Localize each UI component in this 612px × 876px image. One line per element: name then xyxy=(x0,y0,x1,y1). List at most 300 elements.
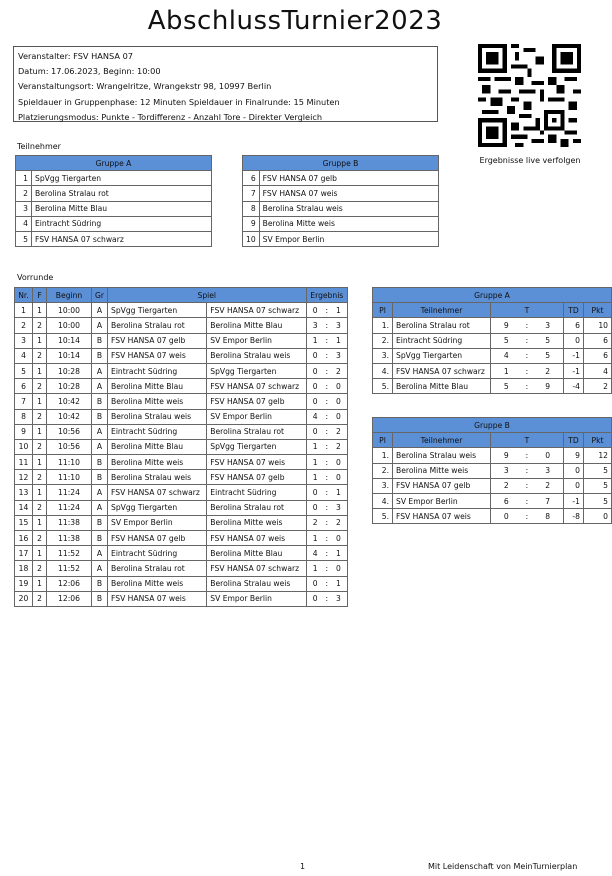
match-number: 14 xyxy=(15,500,33,515)
result-separator: : xyxy=(324,348,330,363)
col-field: F xyxy=(33,288,47,303)
goals-separator: : xyxy=(522,318,533,333)
match-number: 9 xyxy=(15,424,33,439)
match-field: 1 xyxy=(33,515,47,530)
participants-label: Teilnehmer xyxy=(17,142,61,151)
match-field: 2 xyxy=(33,348,47,363)
match-home-team: Berolina Stralau weis xyxy=(108,470,207,485)
col-place: Pl xyxy=(373,303,393,318)
match-away-goals: 2 xyxy=(330,439,348,454)
standings-row xyxy=(373,379,612,394)
match-away-goals: 2 xyxy=(330,515,348,530)
match-home-team: FSV HANSA 07 weis xyxy=(108,591,207,606)
match-start-time: 11:38 xyxy=(47,531,92,546)
match-number: 1 xyxy=(15,303,33,318)
participant-row xyxy=(243,201,439,216)
match-away-team: SpVgg Tiergarten xyxy=(207,363,306,378)
goals-separator: : xyxy=(522,493,533,508)
col-team: Teilnehmer xyxy=(393,303,491,318)
match-home-goals: 1 xyxy=(306,531,324,546)
standings-goals-against: 3 xyxy=(532,318,563,333)
participant-row xyxy=(16,201,212,216)
standings-place: 1. xyxy=(373,448,393,463)
match-group: A xyxy=(92,379,108,394)
match-home-team: Eintracht Südring xyxy=(108,424,207,439)
tournament-info-box xyxy=(13,46,438,122)
standings-points: 5 xyxy=(584,478,612,493)
standings-team: Berolina Stralau weis xyxy=(393,448,491,463)
match-field: 2 xyxy=(33,531,47,546)
match-group: A xyxy=(92,485,108,500)
match-home-team: FSV HANSA 07 gelb xyxy=(108,333,207,348)
col-start: Beginn xyxy=(47,288,92,303)
participant-row xyxy=(243,216,439,231)
standings-row xyxy=(373,478,612,493)
col-goals: T xyxy=(491,303,564,318)
participant-number: 6 xyxy=(243,171,260,186)
match-home-team: FSV HANSA 07 gelb xyxy=(108,531,207,546)
result-separator: : xyxy=(324,333,330,348)
match-start-time: 10:56 xyxy=(47,424,92,439)
info-duration: Spieldauer in Gruppenphase: 12 Minuten Spieldauer in Finalrunde: 15 Minuten xyxy=(18,96,340,107)
match-away-team: FSV HANSA 07 gelb xyxy=(207,470,306,485)
result-separator: : xyxy=(324,424,330,439)
match-home-goals: 0 xyxy=(306,500,324,515)
footer-credit: Mit Leidenschaft von MeinTurnierplan xyxy=(428,862,578,871)
standings-row xyxy=(373,348,612,363)
standings-goals-for: 5 xyxy=(491,379,522,394)
participant-number: 8 xyxy=(243,201,260,216)
participant-team: Berolina Mitte Blau xyxy=(32,201,212,216)
match-row xyxy=(15,333,348,348)
match-field: 2 xyxy=(33,561,47,576)
col-nr: Nr. xyxy=(15,288,33,303)
standings-goal-diff: 0 xyxy=(564,478,584,493)
standings-goal-diff: -1 xyxy=(564,493,584,508)
match-home-goals: 1 xyxy=(306,470,324,485)
match-start-time: 10:14 xyxy=(47,348,92,363)
match-group: B xyxy=(92,470,108,485)
match-away-team: Eintracht Südring xyxy=(207,485,306,500)
match-home-team: SpVgg Tiergarten xyxy=(108,303,207,318)
standings-goals-against: 7 xyxy=(532,493,563,508)
match-field: 2 xyxy=(33,500,47,515)
standings-place: 4. xyxy=(373,363,393,378)
match-away-team: Berolina Stralau weis xyxy=(207,348,306,363)
standings-team: SpVgg Tiergarten xyxy=(393,348,491,363)
match-number: 11 xyxy=(15,455,33,470)
standings-goal-diff: 0 xyxy=(564,463,584,478)
standings-place: 5. xyxy=(373,379,393,394)
match-home-team: FSV HANSA 07 schwarz xyxy=(108,485,207,500)
match-field: 2 xyxy=(33,379,47,394)
result-separator: : xyxy=(324,546,330,561)
standings-team: SV Empor Berlin xyxy=(393,493,491,508)
standings-row xyxy=(373,318,612,333)
match-start-time: 12:06 xyxy=(47,591,92,606)
match-row xyxy=(15,318,348,333)
standings-group-b-table xyxy=(372,417,612,524)
standings-row xyxy=(373,333,612,348)
col-points: Pkt xyxy=(584,433,612,448)
match-group: B xyxy=(92,348,108,363)
match-row xyxy=(15,379,348,394)
match-row xyxy=(15,485,348,500)
match-away-goals: 0 xyxy=(330,470,348,485)
standings-team: Berolina Stralau rot xyxy=(393,318,491,333)
participant-team: FSV HANSA 07 schwarz xyxy=(32,231,212,246)
col-group: Gr xyxy=(92,288,108,303)
result-separator: : xyxy=(324,515,330,530)
match-row xyxy=(15,546,348,561)
match-home-team: Berolina Stralau rot xyxy=(108,318,207,333)
standings-place: 5. xyxy=(373,509,393,524)
match-home-team: SpVgg Tiergarten xyxy=(108,500,207,515)
participant-row xyxy=(16,186,212,201)
match-group: B xyxy=(92,591,108,606)
participant-team: Eintracht Südring xyxy=(32,216,212,231)
match-row xyxy=(15,439,348,454)
match-away-team: SV Empor Berlin xyxy=(207,591,306,606)
col-match: Spiel xyxy=(108,288,307,303)
goals-separator: : xyxy=(522,333,533,348)
standings-place: 4. xyxy=(373,493,393,508)
standings-goals-against: 3 xyxy=(532,463,563,478)
col-team: Teilnehmer xyxy=(393,433,491,448)
match-number: 19 xyxy=(15,576,33,591)
qr-caption: Ergebnisse live verfolgen xyxy=(479,156,581,165)
standings-points: 0 xyxy=(584,509,612,524)
match-number: 6 xyxy=(15,379,33,394)
match-row xyxy=(15,561,348,576)
match-field: 1 xyxy=(33,576,47,591)
match-away-goals: 3 xyxy=(330,348,348,363)
match-group: A xyxy=(92,303,108,318)
participants-group-b-table xyxy=(242,155,439,247)
match-row xyxy=(15,515,348,530)
match-start-time: 10:56 xyxy=(47,439,92,454)
match-number: 10 xyxy=(15,439,33,454)
match-home-goals: 1 xyxy=(306,455,324,470)
standings-points: 5 xyxy=(584,493,612,508)
match-start-time: 11:10 xyxy=(47,470,92,485)
match-home-goals: 0 xyxy=(306,303,324,318)
match-away-goals: 2 xyxy=(330,363,348,378)
match-home-team: Berolina Mitte Blau xyxy=(108,379,207,394)
match-number: 12 xyxy=(15,470,33,485)
match-home-goals: 1 xyxy=(306,561,324,576)
standings-group-b-title: Gruppe B xyxy=(373,418,612,433)
standings-points: 12 xyxy=(584,448,612,463)
match-start-time: 11:24 xyxy=(47,500,92,515)
match-away-goals: 0 xyxy=(330,455,348,470)
match-field: 2 xyxy=(33,591,47,606)
standings-points: 5 xyxy=(584,463,612,478)
match-home-team: Eintracht Südring xyxy=(108,363,207,378)
standings-goals-against: 9 xyxy=(532,379,563,394)
match-group: B xyxy=(92,333,108,348)
match-group: A xyxy=(92,439,108,454)
match-group: A xyxy=(92,318,108,333)
standings-points: 6 xyxy=(584,348,612,363)
col-place: Pl xyxy=(373,433,393,448)
participant-team: FSV HANSA 07 weis xyxy=(259,186,438,201)
match-number: 5 xyxy=(15,363,33,378)
match-field: 2 xyxy=(33,470,47,485)
match-start-time: 10:00 xyxy=(47,318,92,333)
match-group: B xyxy=(92,515,108,530)
participant-team: Berolina Mitte weis xyxy=(259,216,438,231)
match-away-goals: 1 xyxy=(330,485,348,500)
match-start-time: 12:06 xyxy=(47,576,92,591)
match-away-goals: 3 xyxy=(330,318,348,333)
match-home-team: Berolina Mitte Blau xyxy=(108,439,207,454)
match-start-time: 11:52 xyxy=(47,561,92,576)
match-away-team: FSV HANSA 07 schwarz xyxy=(207,303,306,318)
match-home-team: Eintracht Südring xyxy=(108,546,207,561)
match-home-goals: 0 xyxy=(306,485,324,500)
participant-number: 10 xyxy=(243,231,260,246)
goals-separator: : xyxy=(522,448,533,463)
result-separator: : xyxy=(324,576,330,591)
match-start-time: 10:42 xyxy=(47,409,92,424)
standings-goals-for: 5 xyxy=(491,333,522,348)
standings-team: Berolina Mitte weis xyxy=(393,463,491,478)
standings-goals-against: 2 xyxy=(532,478,563,493)
result-separator: : xyxy=(324,318,330,333)
standings-goals-against: 5 xyxy=(532,333,563,348)
standings-goal-diff: 0 xyxy=(564,333,584,348)
match-group: B xyxy=(92,394,108,409)
match-field: 1 xyxy=(33,303,47,318)
match-away-goals: 1 xyxy=(330,576,348,591)
goals-separator: : xyxy=(522,348,533,363)
match-home-goals: 0 xyxy=(306,394,324,409)
match-away-team: SV Empor Berlin xyxy=(207,409,306,424)
standings-place: 2. xyxy=(373,463,393,478)
match-group: A xyxy=(92,561,108,576)
group-a-header: Gruppe A xyxy=(16,156,212,171)
match-away-team: FSV HANSA 07 schwarz xyxy=(207,561,306,576)
match-away-team: FSV HANSA 07 schwarz xyxy=(207,379,306,394)
match-group: A xyxy=(92,500,108,515)
participant-team: Berolina Stralau weis xyxy=(259,201,438,216)
match-home-team: Berolina Mitte weis xyxy=(108,576,207,591)
standings-row xyxy=(373,509,612,524)
match-home-goals: 0 xyxy=(306,379,324,394)
match-away-team: Berolina Stralau weis xyxy=(207,576,306,591)
match-start-time: 10:28 xyxy=(47,363,92,378)
match-start-time: 10:42 xyxy=(47,394,92,409)
standings-goal-diff: -8 xyxy=(564,509,584,524)
page-number: 1 xyxy=(300,862,306,871)
match-away-goals: 1 xyxy=(330,303,348,318)
match-away-goals: 2 xyxy=(330,424,348,439)
info-organizer: Veranstalter: FSV HANSA 07 xyxy=(18,51,133,61)
match-field: 2 xyxy=(33,318,47,333)
match-group: B xyxy=(92,409,108,424)
match-away-goals: 0 xyxy=(330,561,348,576)
info-ranking-mode: Platzierungsmodus: Punkte - Tordifferenz - Anzahl Tore - Direkter Vergleich xyxy=(18,111,323,122)
info-venue: Veranstaltungsort: Wrangelritze, Wrangekstr 98, 10997 Berlin xyxy=(18,81,272,92)
participant-number: 7 xyxy=(243,186,260,201)
participant-team: SV Empor Berlin xyxy=(259,231,438,246)
match-away-team: SV Empor Berlin xyxy=(207,333,306,348)
standings-goals-for: 2 xyxy=(491,478,522,493)
match-home-goals: 2 xyxy=(306,515,324,530)
standings-points: 10 xyxy=(584,318,612,333)
match-home-team: Berolina Mitte weis xyxy=(108,394,207,409)
match-away-team: Berolina Mitte Blau xyxy=(207,546,306,561)
qr-code-icon[interactable] xyxy=(478,44,581,147)
match-away-goals: 1 xyxy=(330,333,348,348)
match-number: 8 xyxy=(15,409,33,424)
match-home-team: SV Empor Berlin xyxy=(108,515,207,530)
match-field: 1 xyxy=(33,363,47,378)
match-start-time: 10:00 xyxy=(47,303,92,318)
participant-team: SpVgg Tiergarten xyxy=(32,171,212,186)
result-separator: : xyxy=(324,561,330,576)
match-home-goals: 0 xyxy=(306,363,324,378)
result-separator: : xyxy=(324,439,330,454)
match-row xyxy=(15,531,348,546)
match-number: 4 xyxy=(15,348,33,363)
result-separator: : xyxy=(324,455,330,470)
participant-row xyxy=(243,171,439,186)
match-row xyxy=(15,424,348,439)
standings-place: 1. xyxy=(373,318,393,333)
standings-points: 2 xyxy=(584,379,612,394)
standings-goal-diff: 6 xyxy=(564,318,584,333)
match-away-team: Berolina Mitte Blau xyxy=(207,318,306,333)
standings-goals-against: 5 xyxy=(532,348,563,363)
standings-goals-against: 0 xyxy=(532,448,563,463)
participant-number: 3 xyxy=(16,201,32,216)
participant-number: 9 xyxy=(243,216,260,231)
standings-goals-for: 0 xyxy=(491,509,522,524)
preliminary-round-label: Vorrunde xyxy=(17,273,54,282)
standings-goal-diff: -1 xyxy=(564,363,584,378)
result-separator: : xyxy=(324,531,330,546)
standings-goals-for: 1 xyxy=(491,363,522,378)
result-separator: : xyxy=(324,363,330,378)
standings-place: 2. xyxy=(373,333,393,348)
match-row xyxy=(15,363,348,378)
standings-goals-for: 6 xyxy=(491,493,522,508)
match-field: 1 xyxy=(33,394,47,409)
match-home-goals: 4 xyxy=(306,409,324,424)
standings-row xyxy=(373,463,612,478)
match-group: B xyxy=(92,455,108,470)
standings-goals-for: 9 xyxy=(491,448,522,463)
participant-row xyxy=(16,171,212,186)
participant-row xyxy=(16,231,212,246)
participant-number: 1 xyxy=(16,171,32,186)
participant-row xyxy=(243,186,439,201)
match-away-goals: 3 xyxy=(330,500,348,515)
result-separator: : xyxy=(324,470,330,485)
match-row xyxy=(15,303,348,318)
match-start-time: 10:14 xyxy=(47,333,92,348)
standings-row xyxy=(373,363,612,378)
match-start-time: 11:38 xyxy=(47,515,92,530)
match-home-goals: 3 xyxy=(306,318,324,333)
match-number: 7 xyxy=(15,394,33,409)
match-group: A xyxy=(92,424,108,439)
goals-separator: : xyxy=(522,379,533,394)
match-group: B xyxy=(92,576,108,591)
match-field: 2 xyxy=(33,409,47,424)
standings-points: 4 xyxy=(584,363,612,378)
match-home-team: FSV HANSA 07 weis xyxy=(108,348,207,363)
goals-separator: : xyxy=(522,363,533,378)
participant-team: FSV HANSA 07 gelb xyxy=(259,171,438,186)
match-away-goals: 0 xyxy=(330,379,348,394)
match-away-team: SpVgg Tiergarten xyxy=(207,439,306,454)
match-field: 1 xyxy=(33,424,47,439)
goals-separator: : xyxy=(522,478,533,493)
standings-goals-for: 3 xyxy=(491,463,522,478)
participant-row xyxy=(243,231,439,246)
match-field: 2 xyxy=(33,439,47,454)
standings-group-a-table xyxy=(372,287,612,394)
match-home-goals: 1 xyxy=(306,439,324,454)
match-home-goals: 4 xyxy=(306,546,324,561)
match-field: 1 xyxy=(33,455,47,470)
match-away-goals: 1 xyxy=(330,546,348,561)
standings-goal-diff: -4 xyxy=(564,379,584,394)
match-away-goals: 3 xyxy=(330,591,348,606)
match-number: 3 xyxy=(15,333,33,348)
match-number: 20 xyxy=(15,591,33,606)
match-group: B xyxy=(92,531,108,546)
standings-goal-diff: -1 xyxy=(564,348,584,363)
match-home-team: Berolina Mitte weis xyxy=(108,455,207,470)
match-row xyxy=(15,394,348,409)
col-goals: T xyxy=(491,433,564,448)
result-separator: : xyxy=(324,409,330,424)
participants-group-a-table xyxy=(15,155,212,247)
match-home-goals: 1 xyxy=(306,333,324,348)
group-b-header: Gruppe B xyxy=(243,156,439,171)
match-number: 18 xyxy=(15,561,33,576)
standings-place: 3. xyxy=(373,348,393,363)
match-home-team: Berolina Stralau rot xyxy=(108,561,207,576)
col-goal-diff: TD xyxy=(564,433,584,448)
participant-team: Berolina Stralau rot xyxy=(32,186,212,201)
result-separator: : xyxy=(324,379,330,394)
match-group: A xyxy=(92,363,108,378)
standings-goal-diff: 9 xyxy=(564,448,584,463)
page-title: AbschlussTurnier2023 xyxy=(147,6,443,36)
match-field: 1 xyxy=(33,485,47,500)
match-field: 1 xyxy=(33,546,47,561)
standings-goals-for: 9 xyxy=(491,318,522,333)
match-away-team: FSV HANSA 07 weis xyxy=(207,531,306,546)
match-start-time: 10:28 xyxy=(47,379,92,394)
match-row xyxy=(15,470,348,485)
match-start-time: 11:52 xyxy=(47,546,92,561)
goals-separator: : xyxy=(522,509,533,524)
match-away-goals: 0 xyxy=(330,394,348,409)
match-number: 16 xyxy=(15,531,33,546)
col-result: Ergebnis xyxy=(306,288,347,303)
match-row xyxy=(15,500,348,515)
standings-row xyxy=(373,493,612,508)
match-row xyxy=(15,455,348,470)
match-schedule-table xyxy=(14,287,348,607)
match-away-team: FSV HANSA 07 gelb xyxy=(207,394,306,409)
